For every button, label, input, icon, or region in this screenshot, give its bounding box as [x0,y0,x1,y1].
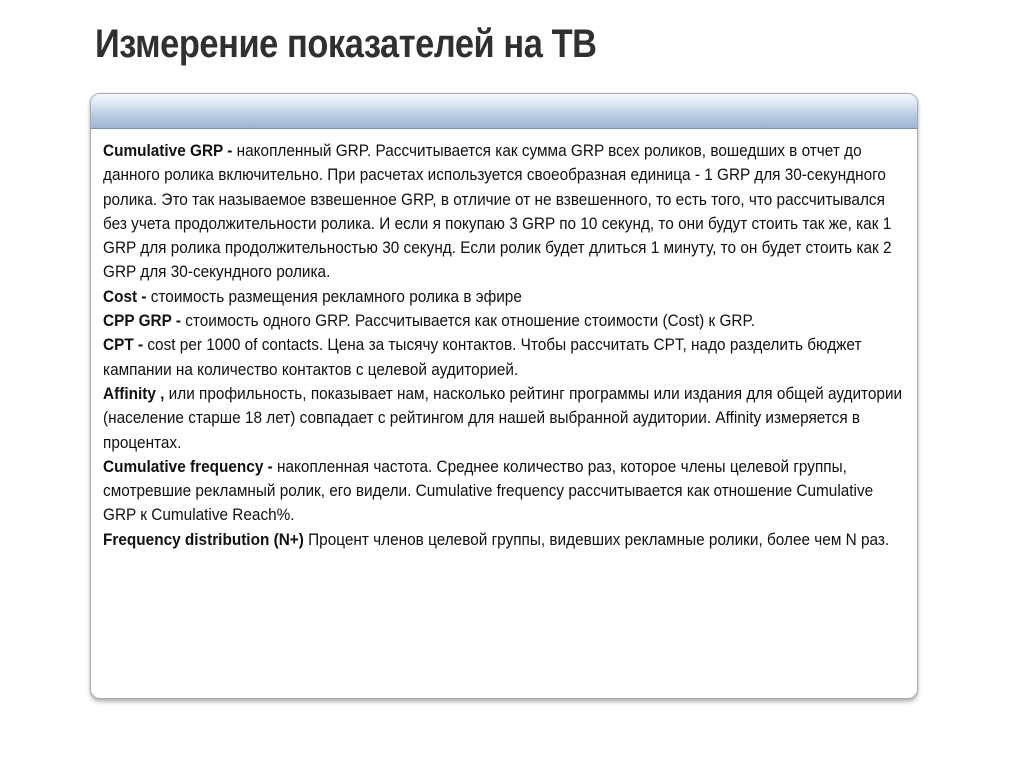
definition-term: Affinity , [103,383,169,403]
content-panel [90,93,918,699]
definition-text: накопленный GRP. Рассчитывается как сумма GRP всех роликов, вошедших в отчет до данного ролика включительно. При расчетах используется своеобразная единица - 1 GRP для 30-секундного ролика. Это так называемое взвешенное GRP, в отличие от не взвешенного, то есть того, что рассчитывался без учета продолжительности ролика. И если я покупаю 3 GRP по 10 секунд, то они будут стоить так же, как 1 GRP для ролика продолжительностью 30 секунд. Если ролик будет длиться 1 минуту, то он будет стоить как 2 GRP для 30-секундного ролика. [103,141,892,282]
definition-term: Frequency distribution (N+) [103,529,309,549]
definition-frequency-distribution [103,528,908,552]
definition-cumulative-frequency [103,455,908,528]
definition-cost [103,285,908,309]
definition-cpp-grp [103,309,908,333]
definition-text: накопленная частота. Среднее количество раз, которое члены целевой группы, смотревшие рекламный ролик, его видели. Cumulative frequency рассчитывается как отношение Cumulative GRP к Cumulative Reach%. [103,456,874,525]
definition-affinity [103,382,908,455]
definition-text: Процент членов целевой группы, видевших рекламные ролики, более чем N раз. [308,529,890,549]
definitions-list [91,129,918,562]
definition-cpt [103,333,908,382]
definition-text: стоимость размещения рекламного ролика в эфире [150,286,522,306]
definition-term: Cumulative GRP - [103,141,237,160]
definition-text: cost per 1000 of contacts. Цена за тысячу контактов. Чтобы рассчитать CPT, надо разделить бюджет кампании на количество контактов с целевой аудиторией. [103,335,862,379]
definition-term: CPP GRP - [103,311,186,331]
definition-text: стоимость одного GRP. Рассчитывается как отношение стоимости (Cost) к GRP. [185,311,756,331]
definition-term: Cumulative frequency - [103,456,278,476]
panel-header-bar [91,94,917,129]
definition-term: Cost - [103,286,151,306]
definition-cumulative-grp [103,139,908,285]
definition-term: CPT - [103,335,148,355]
definition-text: или профильность, показывает нам, насколько рейтинг программы или издания для общей аудитории (население старше 18 лет) совпадает с рейтингом для нашей выбранной аудитории. Affinity измеряется в процентах. [103,383,903,452]
slide-title: Измерение показателей на ТВ [95,22,597,66]
